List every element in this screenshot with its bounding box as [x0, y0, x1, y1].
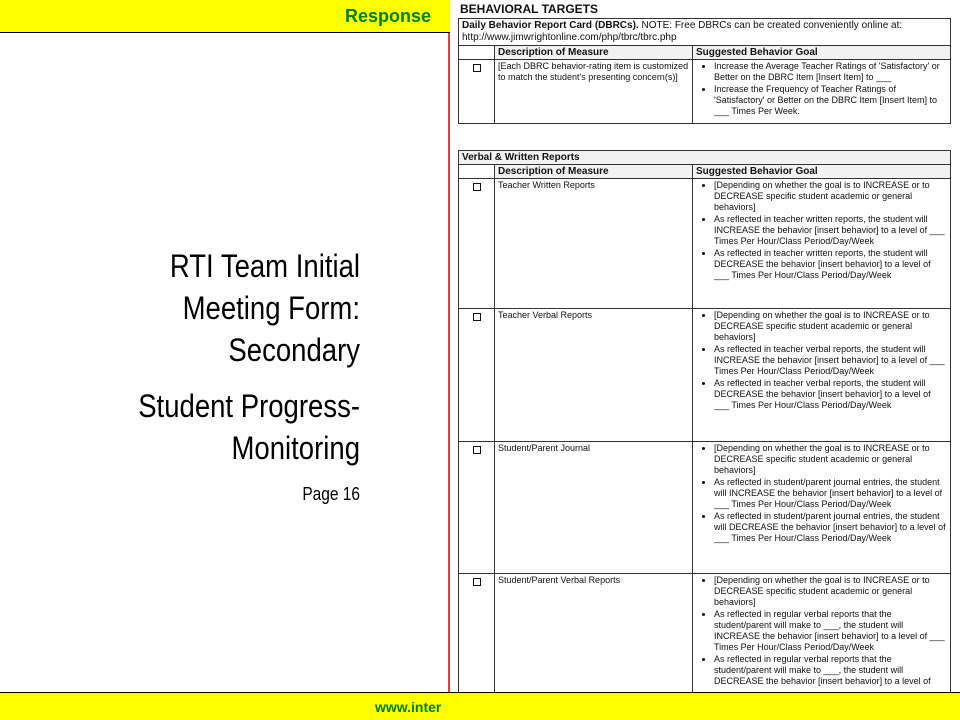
goal-item: • As reflected in regular verbal reports that the student/parent will make to ___, the student will INCREASE the behavior [insert behavior] to a level of ___ Times Per Hour/Class Period/Day/Week: [714, 609, 947, 653]
banner-title: Response: [345, 6, 432, 26]
goal-item: • [Depending on whether the goal is to INCREASE or to DECREASE specific student academic or general behaviors]: [714, 310, 947, 343]
goal-item: • [Depending on whether the goal is to INCREASE or to DECREASE specific student academic or general behaviors]: [714, 443, 947, 476]
col-header-measure: Description of Measure: [495, 46, 693, 60]
page-reference: Page 16: [302, 484, 360, 504]
goal-item: • As reflected in teacher written reports, the student will INCREASE the behavior [insert behavior] to a level of ___ Times Per Hour/Class Period/Day/Week: [714, 214, 947, 247]
checkbox-cell: [459, 309, 495, 442]
goal-item: • [Depending on whether the goal is to INCREASE or to DECREASE specific student academic or general behaviors]: [714, 180, 947, 213]
slide-title-block: [85, 245, 360, 505]
dbrc-intro-rest: NOTE: Free DBRCs can be created conveniently online at: http://www.jimwrightonline.com/php/tbrc/tbrc.php: [462, 20, 903, 43]
checkbox[interactable]: [473, 183, 481, 191]
goal-item: • [Depending on whether the goal is to INCREASE or to DECREASE specific student academic or general behaviors]: [714, 575, 947, 608]
goal-cell: [693, 60, 951, 124]
subtitle-line: Student Progress-: [138, 388, 360, 424]
goal-item: • As reflected in regular verbal reports that the student/parent will make to ___, the student will DECREASE the behavior [insert behavior] to a level of: [714, 654, 947, 687]
title-line: RTI Team Initial: [169, 248, 360, 284]
footer-url[interactable]: www.inter: [375, 699, 442, 715]
dbrc-table: [458, 18, 951, 124]
table-row: [459, 309, 951, 442]
goal-item: • As reflected in teacher verbal reports, the student will DECREASE the behavior [insert behavior] to a level of ___ Times Per Hour/Class Period/Day/Week: [714, 378, 947, 411]
measure-cell: [Each DBRC behavior-rating item is customized to match the student's presenting concern(s)]: [495, 60, 693, 124]
slide-title: [85, 245, 360, 371]
checkbox-cell: [459, 442, 495, 574]
table-row: [459, 179, 951, 309]
col-header-measure: Description of Measure: [495, 165, 693, 179]
goal-item: • As reflected in student/parent journal entries, the student will INCREASE the behavior [insert behavior] to a level of ___ Times Per Hour/Class Period/Day/Week: [714, 477, 947, 510]
goal-item: • Increase the Frequency of Teacher Ratings of 'Satisfactory' or Better on the DBRC Item [Insert Item] to ___ Times Per Week.: [714, 84, 947, 117]
checkbox[interactable]: [473, 313, 481, 321]
checkbox[interactable]: [473, 578, 481, 586]
col-header-goal: Suggested Behavior Goal: [693, 46, 951, 60]
subtitle-line: Monitoring: [231, 430, 360, 466]
col-header-goal: Suggested Behavior Goal: [693, 165, 951, 179]
verbal-section-title: Verbal & Written Reports: [459, 151, 951, 165]
dbrc-intro: [459, 19, 951, 46]
goal-cell: [693, 179, 951, 309]
measure-cell: Teacher Written Reports: [495, 179, 693, 309]
slide-subtitle: [85, 385, 360, 469]
goal-item: • As reflected in teacher written reports, the student will DECREASE the behavior [insert behavior] to a level of ___ Times Per Hour/Class Period/Day/Week: [714, 248, 947, 281]
goal-item: • As reflected in student/parent journal entries, the student will DECREASE the behavior [insert behavior] to a level of ___ Times Per Hour/Class Period/Day/Week: [714, 511, 947, 544]
doc-heading: BEHAVIORAL TARGETS: [460, 2, 599, 16]
blank-cell: [459, 46, 495, 60]
checkbox-cell: [459, 179, 495, 309]
title-line: Meeting Form:: [182, 290, 360, 326]
verbal-reports-table: [458, 150, 951, 720]
bottom-banner: [0, 692, 960, 720]
title-line: Secondary: [228, 332, 360, 368]
dbrc-intro-bold: Daily Behavior Report Card (DBRCs).: [462, 20, 639, 31]
checkbox-cell: [459, 60, 495, 124]
table-row: [459, 60, 951, 124]
table-row: [459, 442, 951, 574]
checkbox[interactable]: [473, 64, 481, 72]
goal-cell: [693, 442, 951, 574]
goal-cell: [693, 309, 951, 442]
goal-item: • As reflected in teacher verbal reports, the student will INCREASE the behavior [insert behavior] to a level of ___ Times Per Hour/Class Period/Day/Week: [714, 344, 947, 377]
measure-cell: Student/Parent Journal: [495, 442, 693, 574]
measure-cell: Student/Parent Verbal Reports: [495, 574, 693, 720]
goal-item: • Increase the Average Teacher Ratings of 'Satisfactory' or Better on the DBRC Item [Insert Item] to ___: [714, 61, 947, 83]
blank-cell: [459, 165, 495, 179]
document-image: [450, 0, 960, 720]
measure-cell: Teacher Verbal Reports: [495, 309, 693, 442]
checkbox[interactable]: [473, 446, 481, 454]
